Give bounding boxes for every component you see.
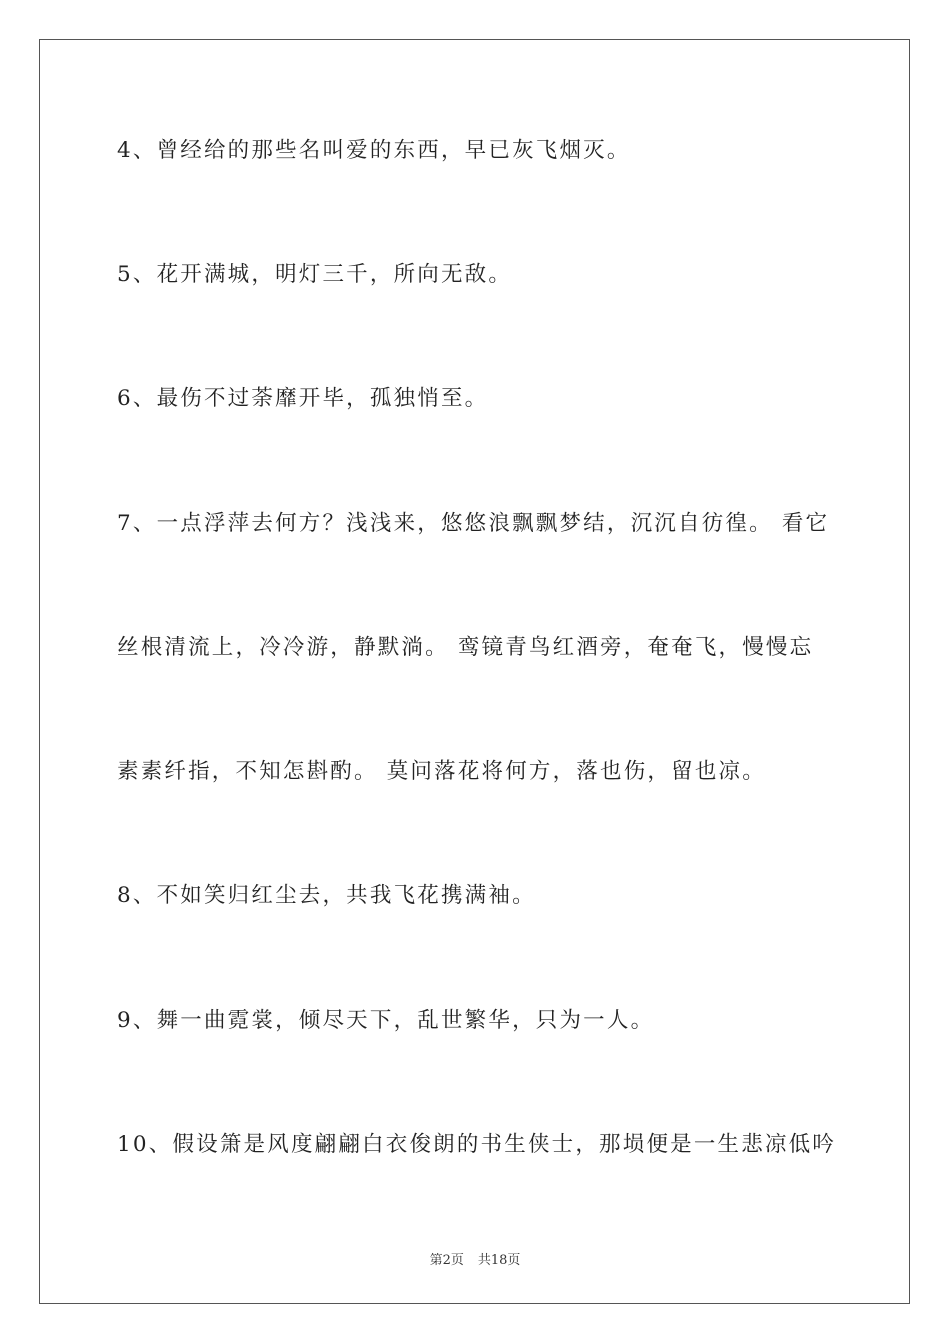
text-line-quote-9: 9、舞一曲霓裳，倾尽天下，乱世繁华，只为一人。 — [117, 1008, 655, 1033]
text-line-quote-5: 5、花开满城，明灯三千，所向无敌。 — [117, 262, 513, 287]
page-footer — [0, 1249, 950, 1268]
text-line-quote-7-part-1: 7、一点浮萍去何方？浅浅来，悠悠浪飘飘梦结，沉沉自彷徨。 看它 — [117, 511, 830, 536]
text-line-quote-10: 10、假设箫是风度翩翩白衣俊朗的书生侠士，那埙便是一生悲凉低吟 — [117, 1132, 837, 1157]
text-line-quote-6: 6、最伤不过荼靡开毕，孤独悄至。 — [117, 386, 489, 411]
text-line-quote-7-part-2: 丝根清流上，冷冷游，静默淌。 鸾镜青鸟红酒旁，奄奄飞，慢慢忘 — [117, 635, 814, 660]
page-number: 第2页 — [429, 1253, 464, 1268]
text-line-quote-7-part-3: 素素纤指，不知怎斟酌。 莫问落花将何方，落也伤，留也凉。 — [117, 759, 766, 784]
page-total: 共18页 — [477, 1253, 521, 1268]
text-line-quote-4: 4、曾经给的那些名叫爱的东西，早已灰飞烟灭。 — [117, 138, 631, 163]
page-border — [39, 39, 910, 1304]
text-line-quote-8: 8、不如笑归红尘去，共我飞花携满袖。 — [117, 883, 536, 908]
